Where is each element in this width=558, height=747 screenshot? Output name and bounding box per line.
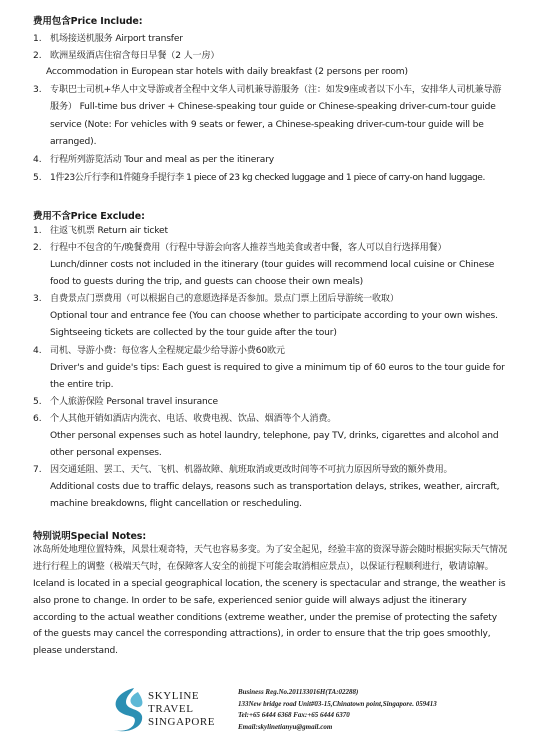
- brand-line-3: SINGAPORE: [148, 716, 216, 728]
- notes-line-6: of the guests may cancel the corresponding attractions), in order to ensure that the trip goes smoothly,: [33, 629, 491, 639]
- contact-info: [238, 687, 437, 733]
- included-num-3: 3.: [33, 85, 42, 95]
- phone-fax: Tel:+65 6444 6368 Fax:+65 6444 6370: [238, 711, 350, 719]
- excluded-item-4-line-3: the entire trip.: [50, 380, 114, 390]
- notes-line-3: Iceland is located in a special geographical location, the scenery is spectacular and strange, the weather is: [33, 579, 506, 589]
- brand-name: [148, 690, 215, 729]
- excluded-item-2-line-1: 行程中不包含的午/晚餐费用（行程中导游会向客人推荐当地美食或者中餐，客人可以自行选择用餐）: [50, 243, 447, 253]
- excluded-item-5-line-1: 个人旅游保险 Personal travel insurance: [50, 397, 218, 407]
- excluded-item-6-line-1: 个人其他开销如酒店内洗衣、电话、收费电视、饮品、烟酒等个人消费。: [50, 414, 337, 424]
- excluded-item-4-line-2: Driver's and guide's tips: Each guest is required to give a minimum tip of 60 euros to the tour guide for: [50, 363, 505, 373]
- brand-line-1: SKYLINE: [148, 690, 200, 702]
- address: 133New bridge road Unit#03-15,Chinatown point,Singapore. 059413: [238, 699, 437, 708]
- included-num-1: 1.: [33, 34, 42, 44]
- excluded-num-2: 2.: [33, 243, 42, 253]
- included-item-3-line-4: arranged).: [50, 137, 97, 147]
- excluded-item-7-line-2: Additional costs due to traffic delays, reasons such as transportation delays, strikes, weather, aircraft,: [50, 482, 500, 492]
- brand-line-2: TRAVEL: [148, 703, 194, 715]
- excluded-num-6: 6.: [33, 414, 42, 424]
- notes-line-5: according to the actual weather conditions (extreme weather, under the premise of protecting the safety: [33, 613, 497, 623]
- notes-line-7: please understand.: [33, 646, 118, 656]
- email: Email:skylinetianyu@gmail.com: [238, 722, 333, 731]
- excluded-item-3-line-1: 自费景点门票费用（可以根据自己的意愿选择是否参加。景点门票上团后导游统一收取）: [50, 294, 399, 304]
- excluded-item-6-line-3: other personal expenses.: [50, 448, 162, 458]
- included-item-5-line-1: 1件23公斤行李和1件随身手提行李 1 piece of 23 kg checked luggage and 1 piece of carry-on hand luggage.: [50, 173, 485, 183]
- excluded-item-7-line-1: 因交通延阻、罢工、天气、飞机、机器故障、航班取消或更改时间等不可抗力原因所导致的额外费用。: [50, 465, 453, 475]
- company-footer: [104, 684, 524, 740]
- notes-line-1: 冰岛所处地理位置特殊，风景壮观奇特，天气也容易多变。为了安全起见，经验丰富的资深导游会随时根据实际天气情况: [33, 545, 508, 555]
- excluded-num-1: 1.: [33, 226, 42, 236]
- excluded-item-1-line-1: 往返飞机票 Return air ticket: [50, 226, 168, 236]
- excluded-num-5: 5.: [33, 397, 42, 407]
- excluded-item-6-line-2: Other personal expenses such as hotel laundry, telephone, pay TV, drinks, cigarettes and alcohol and: [50, 431, 499, 441]
- excluded-item-2-line-3: food to guests during the trip, and guests can choose their own meals): [50, 277, 363, 287]
- excluded-item-3-line-2: Optional tour and entrance fee (You can choose whether to participate according to your own wishes.: [50, 311, 498, 321]
- excluded-item-2-line-2: Lunch/dinner costs not included in the itinerary (tour guides will recommend local cuisine or Chinese: [50, 260, 495, 270]
- excluded-title: 费用不含Price Exclude:: [33, 211, 145, 222]
- included-item-3-line-2: 服务） Full-time bus driver + Chinese-speaking tour guide or Chinese-speaking driver-cum-tour guide: [50, 102, 496, 112]
- excluded-num-4: 4.: [33, 346, 42, 356]
- included-item-3-line-1: 专职巴士司机+华人中文导游或者全程中文华人司机兼导游服务（注：如发9座或者以下小车，安排华人司机兼导游: [50, 85, 502, 95]
- included-item-4-line-1: 行程所列游览活动 Tour and meal as per the itinerary: [50, 155, 275, 165]
- included-num-2: 2.: [33, 51, 42, 61]
- included-num-5: 5.: [33, 173, 42, 183]
- business-reg: Business Reg.No.201133016H(TA:02288): [238, 688, 359, 696]
- notes-line-2: 进行行程上的调整（极端天气时，在保障客人安全的前提下可能会取消相应景点），以保证行程顺利进行，敬请谅解。: [33, 562, 494, 572]
- excluded-item-7-line-3: machine breakdowns, flight cancellation or rescheduling.: [50, 499, 302, 509]
- included-item-2-line-2: Accommodation in European star hotels with daily breakfast (2 persons per room): [46, 67, 408, 77]
- excluded-num-3: 3.: [33, 294, 42, 304]
- skyline-swoosh-logo-icon: [104, 684, 152, 734]
- notes-line-4: also prone to change. In order to be safe, experienced senior guide will always adjust the itinerary: [33, 596, 467, 606]
- excluded-num-7: 7.: [33, 465, 42, 475]
- notes-title: 特别说明Special Notes:: [33, 531, 147, 542]
- included-title: 费用包含Price Include:: [33, 16, 143, 27]
- included-num-4: 4.: [33, 155, 42, 165]
- excluded-item-3-line-3: Sightseeing tickets are collected by the tour guide after the tour): [50, 328, 337, 338]
- included-item-2-line-1: 欧洲星级酒店住宿含每日早餐（2 人一房）: [50, 51, 220, 61]
- included-item-3-line-3: service (Note: For vehicles with 9 seats or fewer, a Chinese-speaking driver-cum-tour guide will be: [50, 120, 484, 130]
- excluded-item-4-line-1: 司机、导游小费：每位客人全程规定最少给导游小费60欧元: [50, 346, 285, 356]
- included-item-1-line-1: 机场接送机服务 Airport transfer: [50, 34, 183, 44]
